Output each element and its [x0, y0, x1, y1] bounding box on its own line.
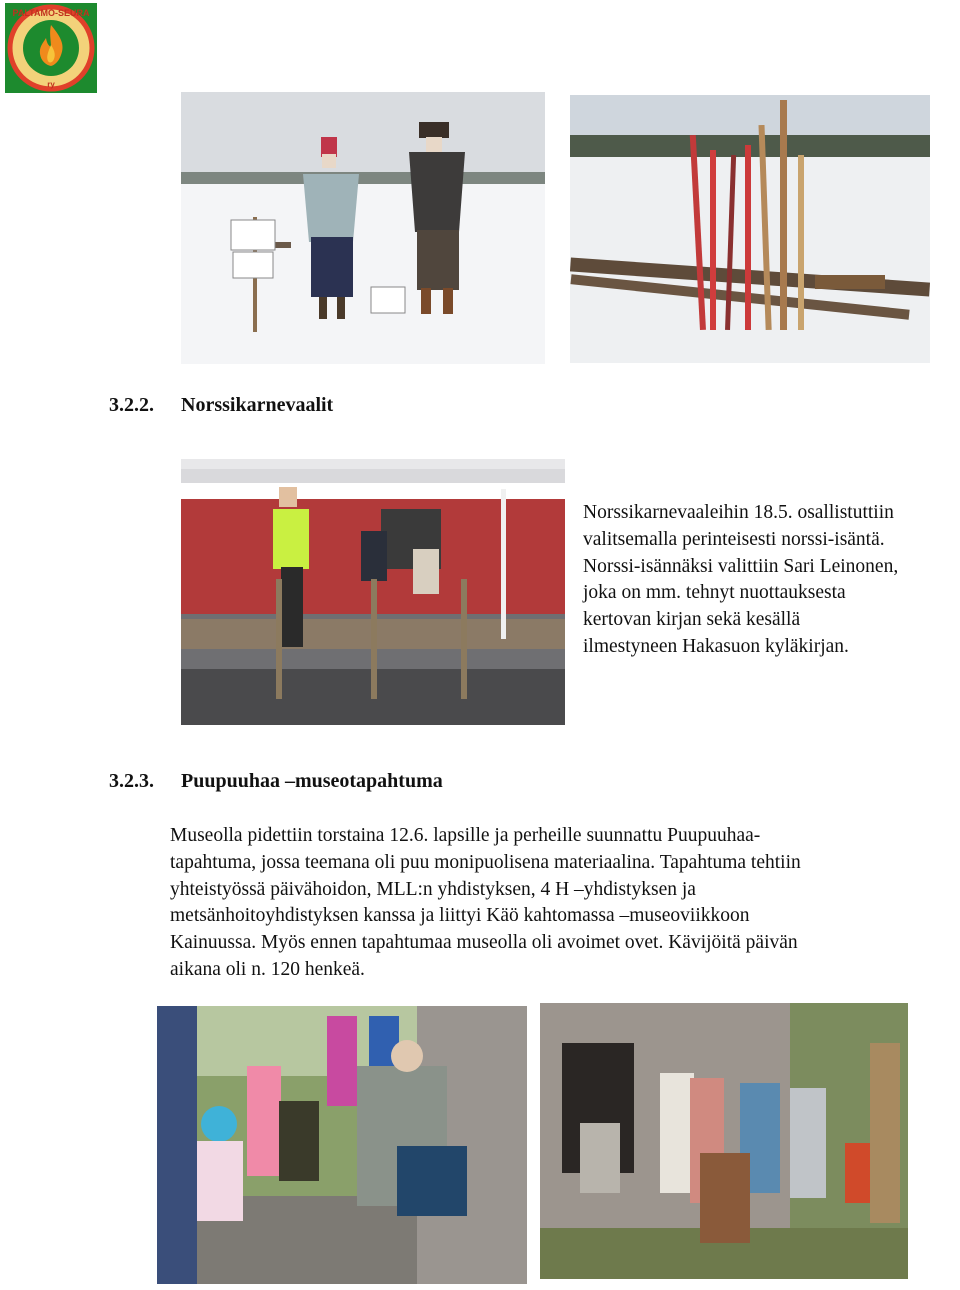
photo-puupuuhaa-group	[540, 1003, 908, 1279]
paragraph-line: Norssikarnevaaleihin 18.5. osallistuttiin	[583, 502, 894, 523]
photo-scarecrows-on-ice	[181, 92, 545, 364]
paltamo-seura-logo	[5, 3, 97, 93]
paragraph-line: metsänhoitoyhdistyksen kanssa ja liittyi Käö kahtomassa –museoviikkoon	[170, 905, 750, 927]
section-title: Norssikarnevaalit	[181, 394, 334, 416]
photo-puupuuhaa-crowd	[157, 1006, 527, 1284]
paragraph-line: ilmestyneen Hakasuon kyläkirjan.	[583, 635, 849, 657]
paragraph-line: Museolla pidettiin torstaina 12.6. lapsille ja perheille suunnattu Puupuuhaa-	[170, 825, 761, 846]
section-heading-norssikarnevaalit	[109, 394, 333, 417]
svg-text:ry: ry	[47, 80, 55, 89]
photo-norssikarnevaalit	[181, 439, 565, 725]
paragraph-line: yhteistyössä päivähoidon, MLL:n yhdistyksen, 4 H –yhdistyksen ja	[170, 878, 696, 900]
paragraph-line: Kainuussa. Myös ennen tapahtumaa museolla oli avoimet ovet. Kävijöitä päivän	[170, 932, 798, 954]
paragraph-puupuuhaa	[170, 823, 950, 984]
paragraph-line: joka on mm. tehnyt nuottauksesta	[583, 582, 846, 604]
paragraph-line: valitsemalla perinteisesti norssi-isäntä.	[583, 528, 885, 550]
section-heading-puupuuhaa	[109, 770, 443, 793]
section-number: 3.2.2.	[109, 394, 154, 416]
section-title: Puupuuhaa –museotapahtuma	[181, 770, 443, 792]
paragraph-line: Norssi-isännäksi valittiin Sari Leinonen,	[583, 555, 899, 577]
paragraph-line: aikana oli n. 120 henkeä.	[170, 958, 365, 980]
paragraph-line: kertovan kirjan sekä kesällä	[583, 609, 801, 631]
photo-old-skis	[570, 95, 930, 363]
svg-text:PALTAMO-SEURA: PALTAMO-SEURA	[12, 8, 90, 18]
section-number: 3.2.3.	[109, 770, 154, 792]
paragraph-line: tapahtuma, jossa teemana oli puu monipuolisena materiaalina. Tapahtuma tehtiin	[170, 851, 801, 873]
paragraph-norssikarnevaalit	[583, 500, 958, 661]
